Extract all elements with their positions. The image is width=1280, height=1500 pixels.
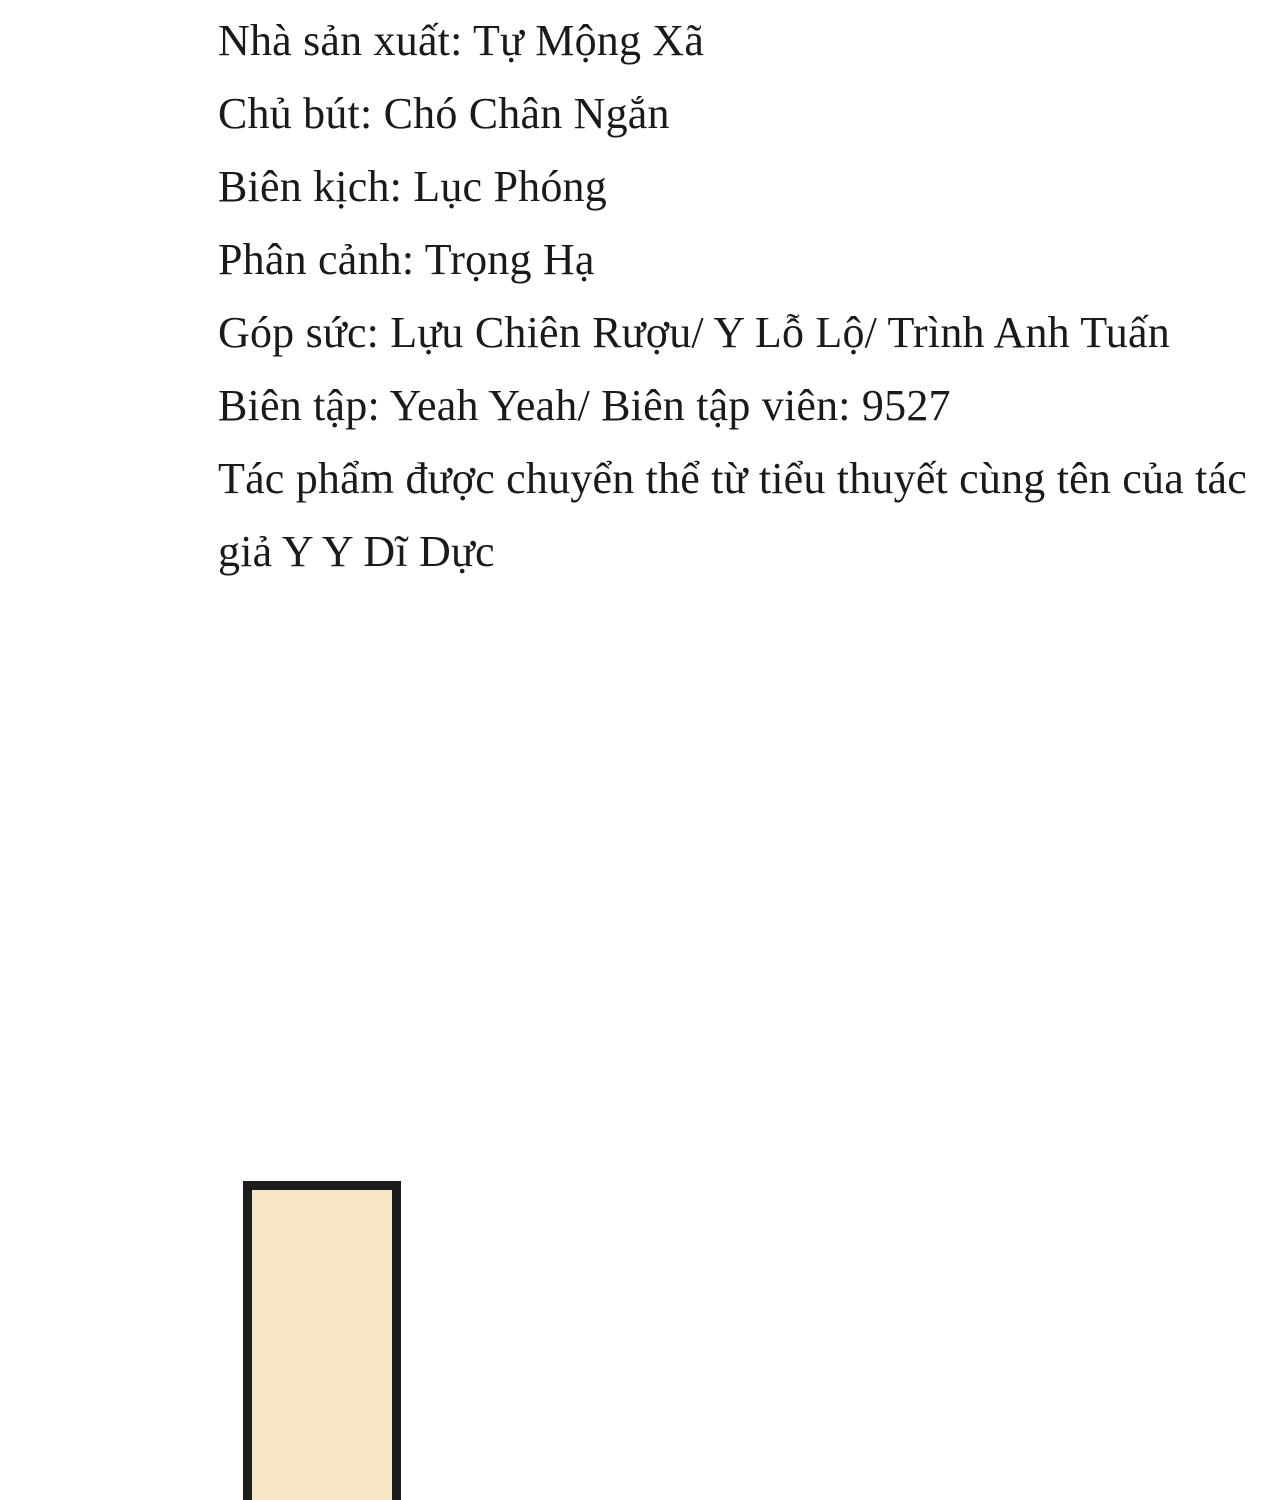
credit-line-chief-writer: Chủ bút: Chó Chân Ngắn bbox=[218, 89, 670, 138]
credit-line-storyboard: Phân cảnh: Trọng Hạ bbox=[218, 235, 595, 284]
credit-line-contributors: Góp sức: Lựu Chiên Rượu/ Y Lỗ Lộ/ Trình Anh Tuấn bbox=[218, 308, 1170, 357]
credit-line-screenwriter: Biên kịch: Lục Phóng bbox=[218, 162, 607, 211]
credit-line-producer: Nhà sản xuất: Tự Mộng Xã bbox=[218, 16, 705, 65]
credit-line-adaptation-note: Tác phẩm được chuyển thể từ tiểu thuyết cùng tên của tác giả Y Y Dĩ Dực bbox=[218, 454, 1259, 576]
comic-panel-frame bbox=[243, 1181, 401, 1500]
credit-line-editors: Biên tập: Yeah Yeah/ Biên tập viên: 9527 bbox=[218, 381, 951, 430]
credits-block bbox=[218, 4, 1258, 588]
